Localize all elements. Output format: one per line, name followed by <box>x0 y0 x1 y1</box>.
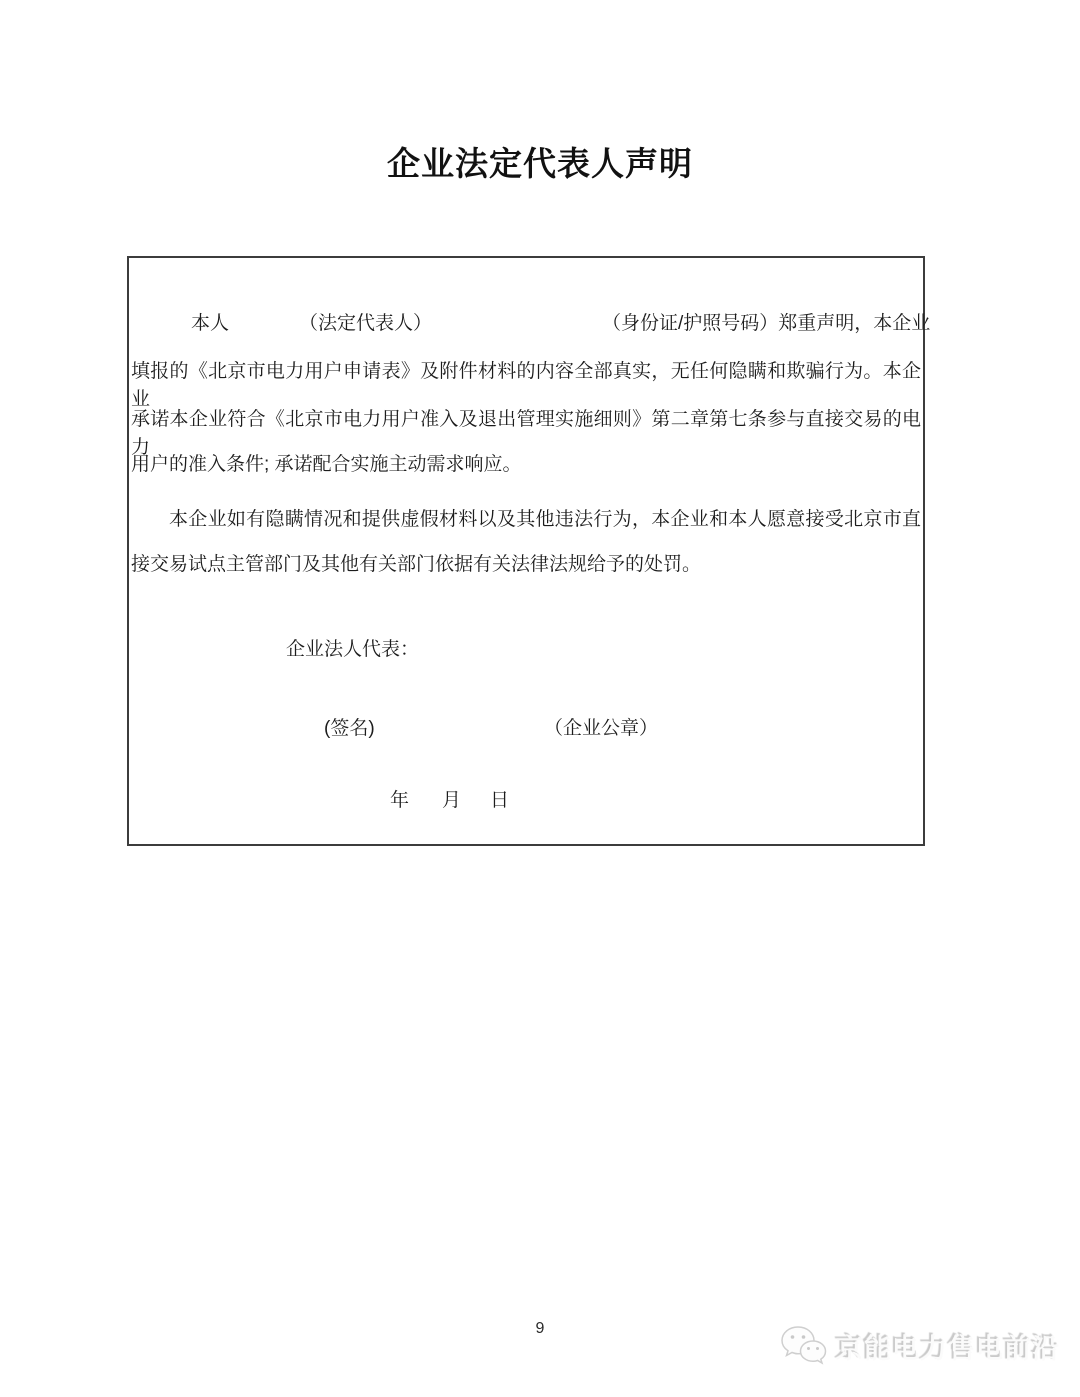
watermark <box>778 1318 1080 1374</box>
declaration-intro-line <box>131 310 931 338</box>
declaration-para2-line: 本企业如有隐瞒情况和提供虚假材料以及其他违法行为，本企业和本人愿意接受北京市直 <box>169 509 921 530</box>
wechat-icon <box>778 1321 828 1371</box>
date-year-label: 年 <box>390 790 410 811</box>
id-number-statement: （身份证/护照号码）郑重声明，本企业 <box>602 313 931 334</box>
signature-seal-line <box>131 715 921 743</box>
watermark-text: 京能电力售电前沿 <box>836 1333 1060 1364</box>
legal-representative-label: （法定代表人） <box>299 313 433 334</box>
declaration-para2-line: 接交易试点主管部门及其他有关部门依据有关法律法规给予的处罚。 <box>131 554 702 575</box>
declaration-body-line: 用户的准入条件; 承诺配合实施主动需求响应。 <box>131 454 522 475</box>
declaration-body-line: 填报的《北京市电力用户申请表》及附件材料的内容全部真实，无任何隐瞒和欺骗行为。本企业 <box>131 361 921 410</box>
company-seal-label: （企业公章） <box>544 718 659 739</box>
legal-rep-signature-label: 企业法人代表： <box>286 639 420 660</box>
person-label: 本人 <box>191 313 230 334</box>
page-title: 企业法定代表人声明 <box>387 145 693 182</box>
declaration-box <box>127 256 931 846</box>
date-day-label: 日 <box>490 790 510 811</box>
page-number: 9 <box>535 1320 545 1337</box>
declaration-body-line: 承诺本企业符合《北京市电力用户准入及退出管理实施细则》第二章第七条参与直接交易的电力 <box>131 409 921 458</box>
date-line <box>131 787 921 815</box>
date-month-label: 月 <box>442 790 462 811</box>
signature-rep-line <box>131 636 921 664</box>
sign-label: (签名) <box>324 718 375 739</box>
